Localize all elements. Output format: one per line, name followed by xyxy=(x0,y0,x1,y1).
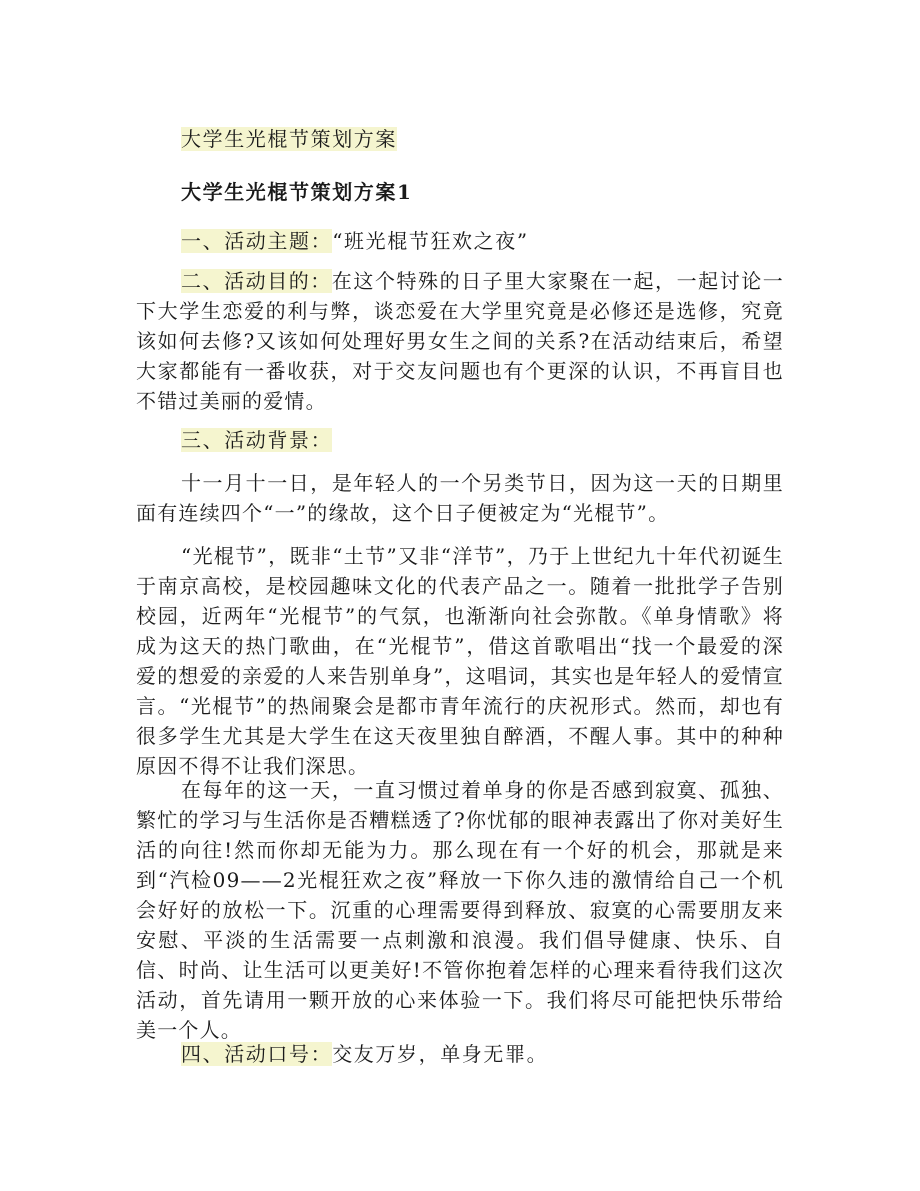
section-text: “班光棍节狂欢之夜” xyxy=(332,229,529,253)
section-text: 在这个特殊的日子里大家聚在一起，一起讨论一下大学生恋爱的利与弊，谈恋爱在大学里究竟是必修还是选修，究竟该如何去修?又该如何处理好男女生之间的关系?在活动结束后，希望大家都能有一番收获，对于交友问题也有个更深的认识，不再盲目也不错过美丽的爱情。 xyxy=(136,269,784,413)
section-background xyxy=(181,425,332,455)
document-subtitle: 大学生光棍节策划方案1 xyxy=(181,180,413,204)
section-purpose xyxy=(136,266,784,416)
section-theme xyxy=(181,226,529,256)
section-label: 一、活动主题： xyxy=(181,229,333,253)
section-slogan xyxy=(181,1039,548,1069)
section-label: 四、活动口号： xyxy=(181,1042,333,1066)
section-label: 三、活动背景： xyxy=(181,428,333,452)
title-text: 大学生光棍节策划方案 xyxy=(181,127,397,151)
section-label: 二、活动目的： xyxy=(181,269,332,293)
background-paragraph-3: 在每年的这一天，一直习惯过着单身的你是否感到寂寞、孤独、繁忙的学习与生活你是否糟糕透了?你忧郁的眼神表露出了你对美好生活的向往!然而你却无能为力。那么现在有一个好的机会，那就是来到“汽检09——2光棍狂欢之夜”释放一下你久违的激情给自己一个机会好好的放松一下。沉重的心理需要得到释放、寂寞的心需要朋友来安慰、平淡的生活需要一点刺激和浪漫。我们倡导健康、快乐、自信、时尚、让生活可以更美好!不管你抱着怎样的心理来看待我们这次活动，首先请用一颗开放的心来体验一下。我们将尽可能把快乐带给美一个人。 xyxy=(136,778,784,1042)
background-paragraph-2: “光棍节”，既非“土节”又非“洋节”，乃于上世纪九十年代初诞生于南京高校，是校园趣味文化的代表产品之一。随着一批批学子告别校园，近两年“光棍节”的气氛，也渐渐向社会弥散。《单身情歌》将成为这天的热门歌曲，在“光棍节”，借这首歌唱出“找一个最爱的深爱的想爱的亲爱的人来告别单身”，这唱词，其实也是年轻人的爱情宣言。“光棍节”的热闹聚会是都市青年流行的庆祝形式。然而，却也有很多学生尤其是大学生在这天夜里独自醉酒，不醒人事。其中的种种原因不得不让我们深思。 xyxy=(136,544,784,778)
background-paragraph-1: 十一月十一日，是年轻人的一个另类节日，因为这一天的日期里面有连续四个“一”的缘故，这个日子便被定为“光棍节”。 xyxy=(136,471,784,525)
section-text: 交友万岁，单身无罪。 xyxy=(332,1042,549,1066)
document-title xyxy=(181,124,397,154)
